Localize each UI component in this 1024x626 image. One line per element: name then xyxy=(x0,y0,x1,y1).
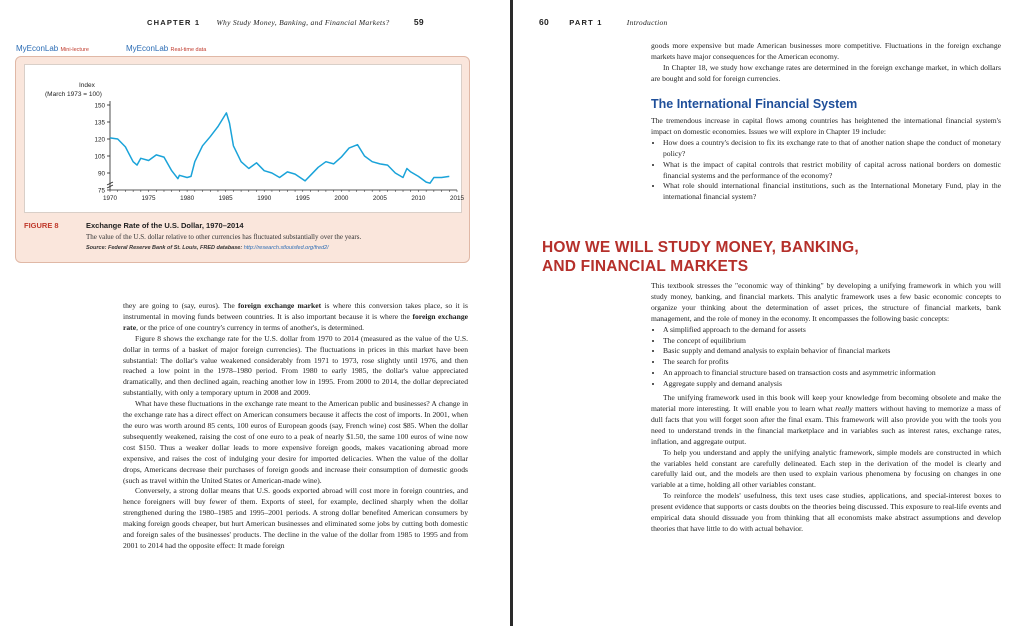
y-tick-label: 120 xyxy=(94,136,105,144)
y-tick-label: 135 xyxy=(94,119,105,127)
x-tick-label: 1975 xyxy=(141,195,156,202)
right-page xyxy=(513,0,1024,626)
running-header-right xyxy=(539,17,668,27)
series-line xyxy=(110,113,449,183)
section2-text xyxy=(651,281,1001,535)
section1-text xyxy=(651,116,1001,203)
x-tick-label: 2010 xyxy=(411,195,426,202)
paragraph: What have these fluctuations in the exchange rate meant to the American public and businesses? A change in the exchange rate has a direct effect on American consumers because it affects the cost of imports. In 2001, when the euro was worth around 85 cents, 100 euros of European goods (say, French wine) cost $85. When the dollar subsequently weakened, raising the cost of one euro to a peak of nearly $1.50, the same 100 euros of wine now cost $150. Thus a weaker dollar leads to more expensive foreign goods, makes vacationing abroad more expensive, and raises the cost of indulging your desire for imported delicacies. When the value of the dollar drops, Americans decrease their purchases of foreign goods and increase their consumption of domestic goods (such as travel within the United States or American-made wine). xyxy=(123,399,468,485)
section2-bullet-list xyxy=(651,325,1001,390)
chapter-label: CHAPTER 1 xyxy=(147,18,201,27)
list-item: • How does a country's decision to fix its exchange rate to that of another nation shape the conduct of monetary policy? xyxy=(663,138,1001,160)
x-tick-label: 2005 xyxy=(372,195,387,202)
paragraph: In Chapter 18, we study how exchange rates are determined in the foreign exchange market, in which dollars are bought and sold for foreign currencies. xyxy=(651,62,1001,83)
y-axis-label: Index xyxy=(79,82,95,89)
section1-bullet-list xyxy=(651,138,1001,203)
myeconlab-link-real-time-data[interactable]: MyEconLab Real-time data xyxy=(126,44,207,53)
part-title: Introduction xyxy=(626,18,668,27)
part-label: PART 1 xyxy=(569,18,603,27)
paragraph: To help you understand and apply the unifying analytic framework, simple models are constructed in which the variables held constant are carefully delineated. Each step in the derivation of the model is clearly and carefully laid out, and the models are then used to explain various phenomena by focusing on changes in one variable at a time, holding all other variables constant. xyxy=(651,447,1001,490)
paragraph: This textbook stresses the "economic way of thinking" by developing a unifying framework in which you will study money, banking, and financial markets. This analytic framework uses a few basic economic concepts to organize your thinking about the determination of asset prices, the structure of financial markets, bank management, and the role of money in the economy. It encompasses the following basic concepts: xyxy=(651,281,1001,323)
x-tick-label: 2000 xyxy=(334,195,349,202)
x-tick-label: 1980 xyxy=(180,195,195,202)
paragraph: goods more expensive but made American businesses more competitive. Fluctuations in the foreign exchange markets have major consequences for the American economy. xyxy=(651,41,1001,61)
paragraph: Conversely, a strong dollar means that U.S. goods exported abroad will cost more in foreign countries, and hence foreigners will buy fewer of them. Exports of steel, for example, declined sharply when the dollar strengthened during the 1980–1985 and 1995–2001 periods. A strong dollar benefited American consumers by making foreign goods cheaper, but hurt American businesses and eliminated some jobs by cutting both domestic and foreign sales of the businesses' products. The decline in the value of the dollar from 1985 to 1995 and from 2001 to 2014 had the opposite effect: It made foreign xyxy=(123,486,468,550)
y-tick-label: 90 xyxy=(97,170,105,178)
left-body-text xyxy=(123,301,468,552)
y-tick-label: 75 xyxy=(97,187,105,195)
section-heading-international: The International Financial System xyxy=(651,97,858,111)
exchange-rate-chart xyxy=(25,65,465,212)
source-link[interactable]: http://research.stlouisfed.org/fred2/ xyxy=(243,245,329,251)
y-axis-label-unit: (March 1973 = 100) xyxy=(45,91,102,98)
list-item: • What role should international financial institutions, such as the International Monetary Fund, play in the international financial system? xyxy=(663,181,1001,203)
figure-label: FIGURE 8 xyxy=(24,221,59,230)
y-tick-label: 150 xyxy=(94,102,105,110)
y-tick-label: 105 xyxy=(94,153,105,161)
x-tick-label: 2015 xyxy=(449,195,465,202)
section2-paragraphs xyxy=(651,393,1001,535)
page-number: 60 xyxy=(539,17,550,27)
myeconlab-link-mini-lecture[interactable]: MyEconLab Mini-lecture xyxy=(16,44,89,53)
page-number: 59 xyxy=(413,17,424,27)
chart-panel xyxy=(24,64,465,213)
x-tick-label: 1985 xyxy=(218,195,233,202)
figure-source: Source: Federal Reserve Bank of St. Louis, FRED database: http://research.stlouisfed.org/fred2/ xyxy=(86,245,329,251)
chapter-title: Why Study Money, Banking, and Financial Markets? xyxy=(216,18,390,27)
running-header xyxy=(147,17,424,27)
list-item: • An approach to financial structure based on transaction costs and asymmetric information xyxy=(663,368,1001,379)
list-item: • Basic supply and demand analysis to explain behavior of financial markets xyxy=(663,346,1001,357)
figure-description: The value of the U.S. dollar relative to other currencies has fluctuated substantially over the years. xyxy=(86,233,362,241)
x-tick-label: 1970 xyxy=(102,195,118,202)
list-item: • A simplified approach to the demand for assets xyxy=(663,325,1001,336)
list-item: • The search for profits xyxy=(663,357,1001,368)
list-item: • The concept of equilibrium xyxy=(663,336,1001,347)
paragraph: Figure 8 shows the exchange rate for the U.S. dollar from 1970 to 2014 (measured as the value of the U.S. dollar in terms of a basket of major foreign currencies). The fluctuations in prices in this market have been substantial: The dollar's value weakened considerably from 1971 to 1973, rose slightly until 1976, and then reached a low point in the 1978–1980 period. From 1980 to early 1985, the dollar's value appreciated dramatically, and then declined again, reaching another low in 1995. From 2000 to 2014, the dollar depreciated substantially, with only a temporary upturn in 2008 and 2009. xyxy=(123,333,468,398)
paragraph: they are going to (say, euros). The foreign exchange market is where this conversion takes place, so it is instrumental in moving funds between countries. It is also important because it is where the foreign exchange rate, or the price of one country's currency in terms of another's, is determined. xyxy=(123,301,468,332)
paragraph: To reinforce the models' usefulness, this text uses case studies, applications, and special-interest boxes to present evidence that supports or casts doubts on the theories being discussed. This exposure to real-life events and empirical data should dissuade you from thinking that all economists make abstract assumptions and develop theories that have little to do with actual behavior. xyxy=(651,491,1001,533)
paragraph: The unifying framework used in this book will keep your knowledge from becoming obsolete and make the material more interesting. It will enable you to learn what really matters without having to memorize a mass of dull facts that you will forget soon after the final exam. This framework will also provide you with the tools you need to understand trends in the financial marketplace and in variables such as interest rates, exchange rates, inflation, and aggregate output. xyxy=(651,393,1001,446)
x-tick-label: 1995 xyxy=(295,195,310,202)
list-item: • What is the impact of capital controls that restrict mobility of capital across national borders on domestic financial systems and the performance of the economy? xyxy=(663,160,1001,182)
figure-box xyxy=(15,56,470,263)
left-page xyxy=(0,0,510,626)
intro-text xyxy=(651,41,1001,85)
list-item: • Aggregate supply and demand analysis xyxy=(663,379,1001,390)
figure-title: Exchange Rate of the U.S. Dollar, 1970–2014 xyxy=(86,221,244,230)
paragraph: The tremendous increase in capital flows among countries has heightened the international financial system's impact on domestic economies. Issues we will explore in Chapter 19 include: xyxy=(651,116,1001,136)
x-tick-label: 1990 xyxy=(257,195,272,202)
section-heading-how-we-study: HOW WE WILL STUDY MONEY, BANKING, AND FINANCIAL MARKETS xyxy=(542,239,859,275)
